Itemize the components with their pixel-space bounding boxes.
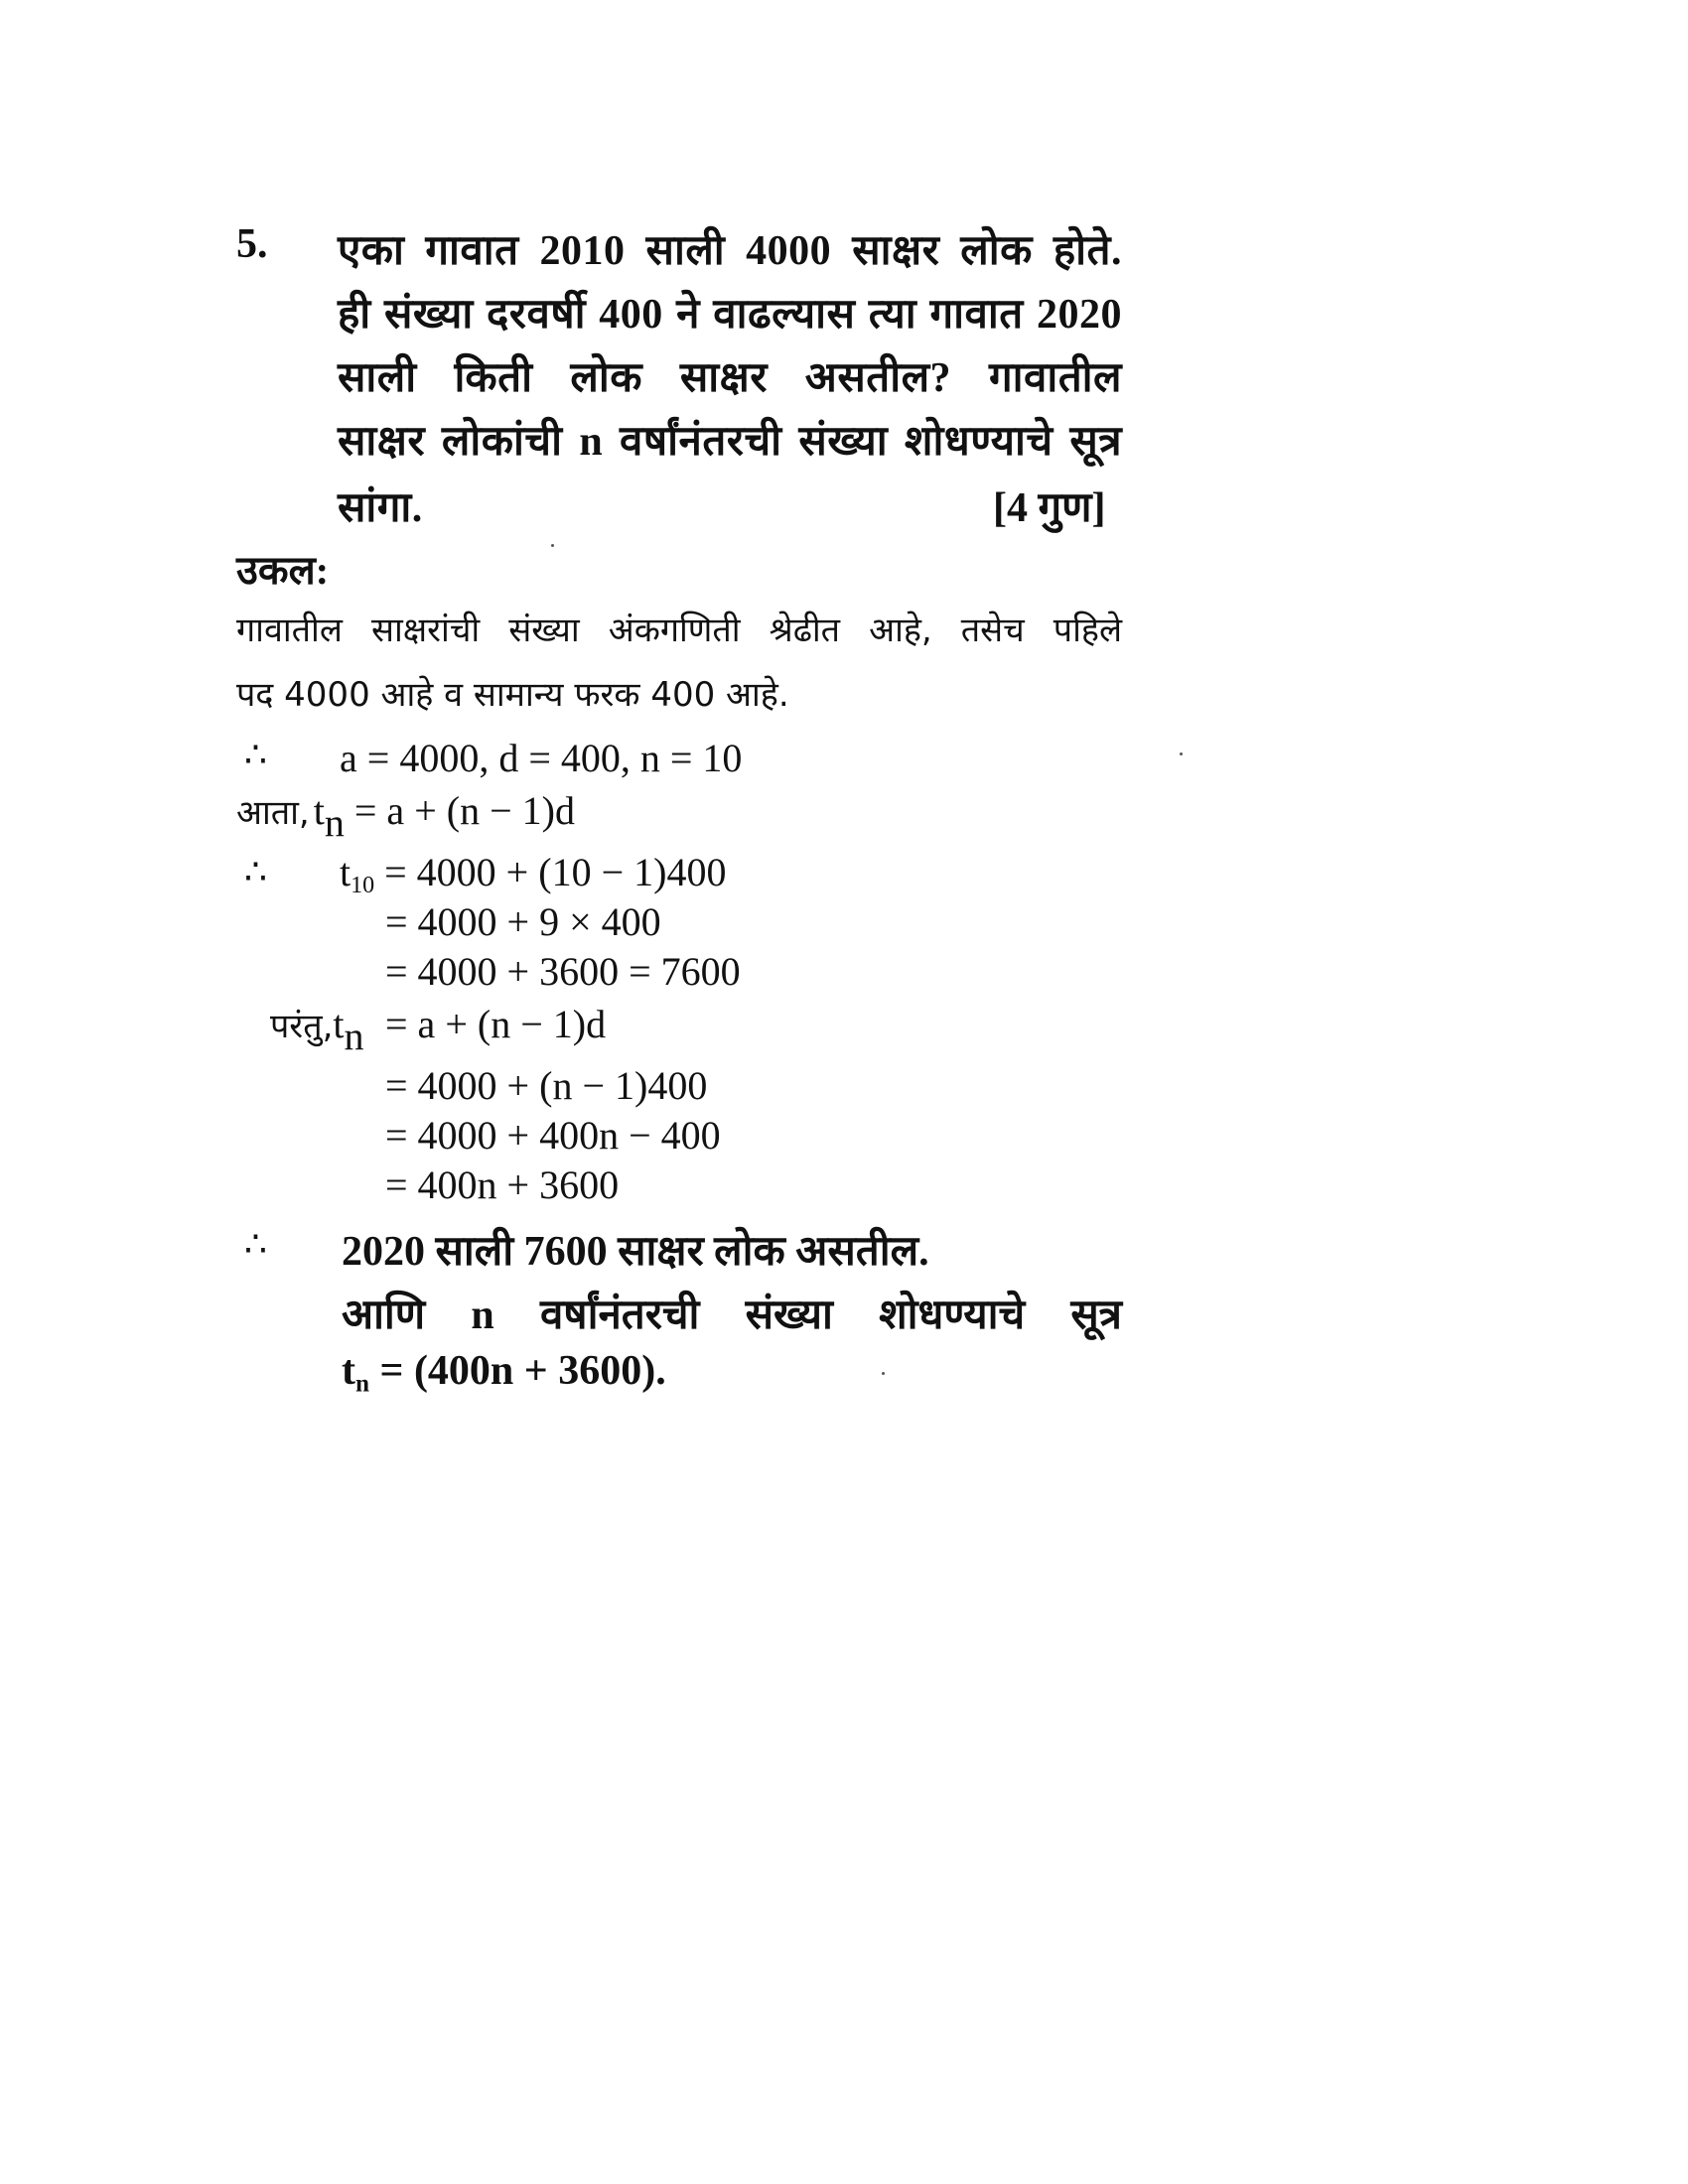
step1-rhs: = 4000 + (10 − 1)400: [374, 850, 727, 894]
solution-intro-line-2: पद 4000 आहे व सामान्य फरक 400 आहे.: [236, 675, 789, 715]
now-label: आता,: [236, 793, 310, 833]
therefore-symbol-2: ∴: [244, 852, 267, 892]
scan-speck: [551, 544, 554, 547]
step-3: = 4000 + 3600 = 7600: [385, 949, 741, 994]
final-rhs: = (400n + 3600).: [369, 1348, 666, 1394]
scan-speck: [882, 1372, 885, 1375]
final-formula: [342, 1347, 666, 1398]
question-line-4: साक्षर लोकांची n वर्षांनंतरची संख्या शोधण्याचे सूत्र: [338, 419, 1122, 465]
conclusion-line-2: आणि n वर्षांनंतरची संख्या शोधण्याचे सूत्र: [342, 1293, 1122, 1338]
formula-line: [236, 787, 575, 845]
but-rhs: = a + (n − 1)d: [385, 1002, 607, 1046]
formula-sub: n: [324, 800, 345, 845]
question-line-3: साली किती लोक साक्षर असतील? गावातील: [338, 355, 1122, 401]
formula-t: t: [313, 788, 325, 833]
step-5: = 4000 + 400n − 400: [385, 1113, 721, 1158]
solution-intro-line-1: गावातील साक्षरांची संख्या अंकगणिती श्रेढीत आहे, तसेच पहिले: [236, 611, 1122, 650]
final-t: t: [342, 1348, 355, 1394]
step-4: = 4000 + (n − 1)400: [385, 1063, 708, 1108]
step1-t: t: [340, 850, 352, 894]
conclusion-line-1: 2020 साली 7600 साक्षर लोक असतील.: [342, 1229, 929, 1275]
but-t: t: [333, 1002, 345, 1046]
but-label: परंतु,: [270, 1007, 334, 1046]
therefore-symbol-1: ∴: [244, 735, 267, 775]
therefore-symbol-3: ∴: [244, 1224, 267, 1265]
final-sub: n: [355, 1370, 370, 1398]
step1-sub: 10: [351, 873, 375, 899]
step-2: = 4000 + 9 × 400: [385, 899, 661, 944]
but-line: [270, 1001, 364, 1058]
solution-heading: उकल:: [236, 548, 330, 593]
question-line-2: ही संख्या दरवर्षी 400 ने वाढल्यास त्या गावात 2020: [338, 292, 1122, 338]
question-line-5: सांगा.: [338, 485, 423, 531]
step-1: [340, 849, 727, 899]
question-number: 5.: [236, 221, 268, 267]
step-6: = 400n + 3600: [385, 1162, 620, 1207]
question-marks: [4 गुण]: [993, 485, 1106, 531]
formula-rhs: = a + (n − 1)d: [344, 788, 575, 833]
question-line-1: एका गावात 2010 साली 4000 साक्षर लोक होते.: [338, 228, 1122, 274]
but-sub: n: [344, 1014, 364, 1058]
given-values: a = 4000, d = 400, n = 10: [340, 736, 743, 780]
scan-speck: [1180, 752, 1183, 755]
